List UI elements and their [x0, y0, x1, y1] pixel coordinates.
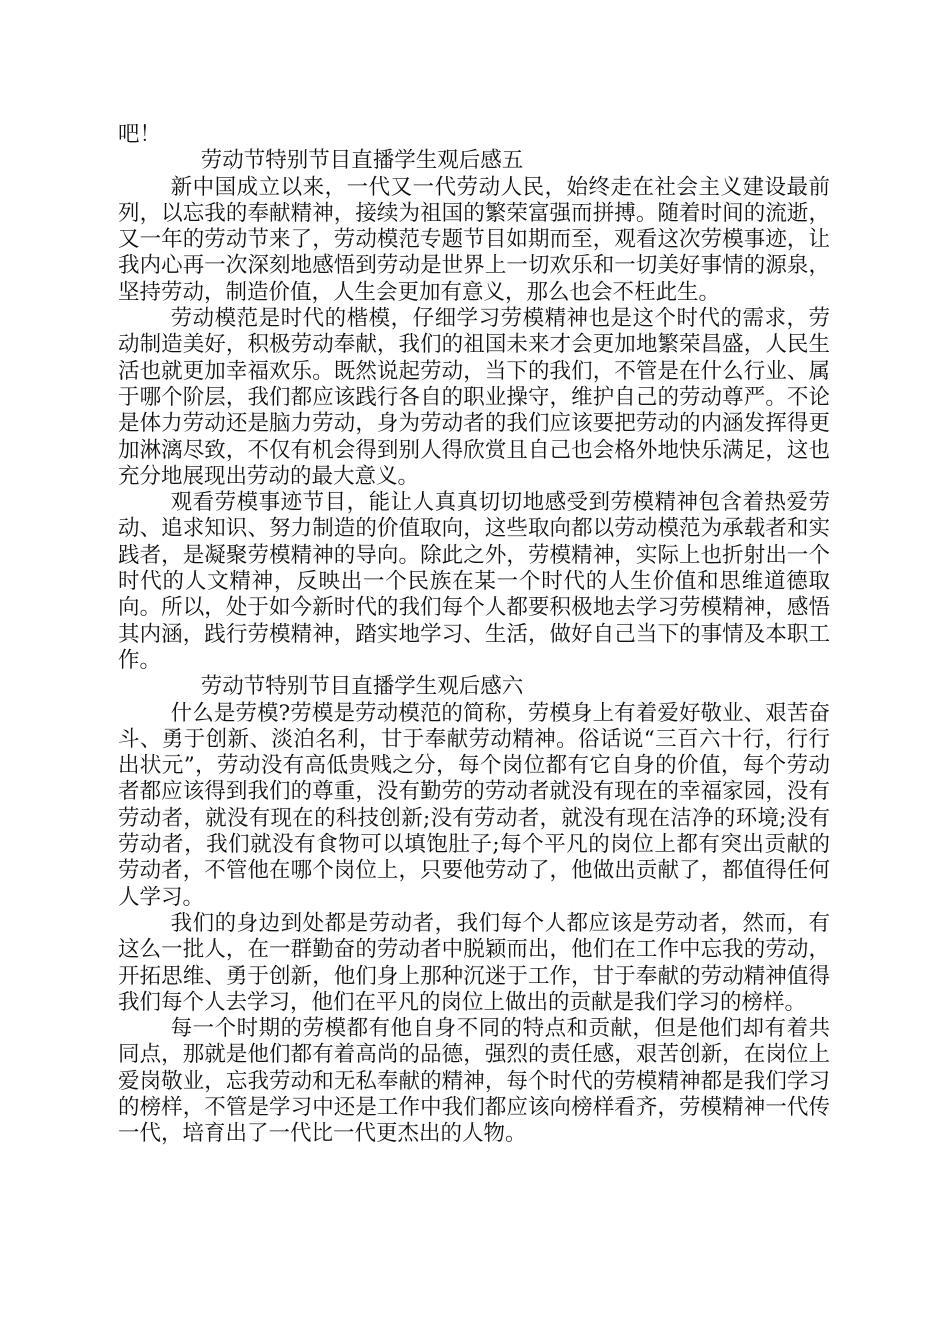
paragraph: 什么是劳模?劳模是劳动模范的简称，劳模身上有着爱好敬业、艰苦奋斗、勇于创新、淡泊名利，甘于奉献劳动精神。俗话说“三百六十行，行行出状元”，劳动没有高低贵贱之分，每个岗位都有它自身的价值，每个劳动者都应该得到我们的尊重，没有勤劳的劳动者就没有现在的幸福家园，没有劳动者，就没有现在的科技创新;没有劳动者，就没有现在洁净的环境;没有劳动者，我们就没有食物可以填饱肚子;每个平凡的岗位上都有突出贡献的劳动者，不管他在哪个岗位上，只要他劳动了，他做出贡献了，都值得任何人学习。 [118, 700, 830, 910]
document-body [118, 122, 830, 1148]
paragraph: 劳动模范是时代的楷模，仔细学习劳模精神也是这个时代的需求，劳动制造美好，积极劳动奉献，我们的祖国未来才会更加地繁荣昌盛，人民生活也就更加幸福欢乐。既然说起劳动，当下的我们，不管是在什么行业、属于哪个阶层，我们都应该践行各自的职业操守，维护自己的劳动尊严。不论是体力劳动还是脑力劳动，身为劳动者的我们应该要把劳动的内涵发挥得更加淋漓尽致，不仅有机会得到别人得欣赏且自己也会格外地快乐满足，这也充分地展现出劳动的最大意义。 [118, 306, 830, 489]
section-heading-six: 劳动节特别节目直播学生观后感六 [200, 674, 524, 700]
paragraph: 我们的身边到处都是劳动者，我们每个人都应该是劳动者，然而，有这么一批人，在一群勤奋的劳动者中脱颖而出，他们在工作中忘我的劳动，开拓思维、勇于创新，他们身上那种沉迷于工作，甘于奉献的劳动精神值得我们每个人去学习，他们在平凡的岗位上做出的贡献是我们学习的榜样。 [118, 910, 830, 1015]
paragraph: 新中国成立以来，一代又一代劳动人民，始终走在社会主义建设最前列，以忘我的奉献精神，接续为祖国的繁荣富强而拼搏。随着时间的流逝，又一年的劳动节来了，劳动模范专题节目如期而至，观看这次劳模事迹，让我内心再一次深刻地感悟到劳动是世界上一切欢乐和一切美好事情的源泉，坚持劳动，制造价值，人生会更加有意义，那么也会不枉此生。 [118, 174, 830, 305]
section-heading-five: 劳动节特别节目直播学生观后感五 [200, 148, 524, 174]
paragraph: 观看劳模事迹节目，能让人真真切切地感受到劳模精神包含着热爱劳动、追求知识、努力制造的价值取向，这些取向都以劳动模范为承载者和实践者，是凝聚劳模精神的导向。除此之外，劳模精神，实际上也折射出一个时代的人文精神，反映出一个民族在某一个时代的人生价值和思维道德取向。所以，处于如今新时代的我们每个人都要积极地去学习劳模精神，感悟其内涵，践行劳模精神，踏实地学习、生活，做好自己当下的事情及本职工作。 [118, 490, 830, 673]
paragraph-continuation: 吧！ [118, 122, 162, 147]
paragraph: 每一个时期的劳模都有他自身不同的特点和贡献，但是他们却有着共同点，那就是他们都有着高尚的品德，强烈的责任感，艰苦创新，在岗位上爱岗敬业，忘我劳动和无私奉献的精神，每个时代的劳模精神都是我们学习的榜样，不管是学习中还是工作中我们都应该向榜样看齐，劳模精神一代传一代，培育出了一代比一代更杰出的人物。 [118, 1016, 830, 1147]
